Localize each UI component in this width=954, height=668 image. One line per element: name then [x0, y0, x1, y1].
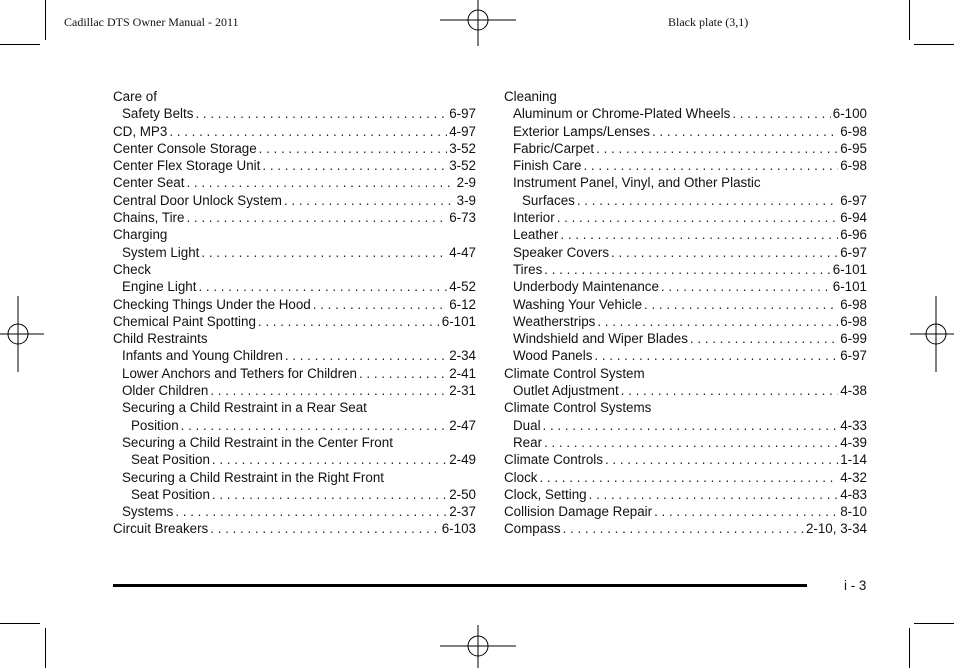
dot-leader [557, 209, 839, 226]
entry-text: CD, MP3 [113, 123, 168, 139]
index-entry [504, 520, 867, 537]
entry-text: Cleaning [504, 89, 557, 104]
index-entry [504, 365, 867, 382]
index-column-right [504, 88, 867, 538]
dot-leader [198, 278, 447, 295]
dot-leader [597, 313, 838, 330]
index-entry [504, 261, 867, 278]
entry-page: 2-47 [449, 417, 476, 433]
entry-page: 4-32 [840, 469, 867, 485]
entry-text: Fabric/Carpet [513, 140, 595, 156]
registration-mark-left [0, 296, 44, 372]
dot-leader [262, 157, 447, 174]
entry-text: Center Console Storage [113, 140, 257, 156]
entry-page: 2-50 [449, 486, 476, 502]
dot-leader [313, 296, 447, 313]
dot-leader [539, 469, 838, 486]
dot-leader [577, 192, 838, 209]
entry-text: Position [131, 417, 179, 433]
dot-leader [285, 347, 447, 364]
dot-leader [169, 123, 447, 140]
entry-text: Seat Position [131, 486, 210, 502]
index-entry [113, 451, 476, 468]
entry-text: Interior [513, 210, 555, 226]
plate-label: Black plate (3,1) [668, 15, 749, 29]
index-entry [504, 486, 867, 503]
entry-text: Underbody Maintenance [513, 279, 659, 295]
dot-leader [690, 330, 838, 347]
entry-text: Weatherstrips [513, 313, 596, 329]
entry-text: Outlet Adjustment [513, 383, 619, 399]
dot-leader [644, 296, 838, 313]
index-entry [504, 226, 867, 243]
entry-page: 4-83 [840, 486, 867, 502]
entry-page: 2-41 [449, 365, 476, 381]
dot-leader [259, 140, 448, 157]
entry-text: Clock [504, 469, 538, 485]
entry-text: Older Children [122, 383, 209, 399]
index-entry [113, 174, 476, 191]
entry-page: 6-96 [840, 227, 867, 243]
dot-leader [596, 140, 838, 157]
entry-text: Dual [513, 417, 541, 433]
dot-leader [258, 313, 440, 330]
registration-mark-top [440, 0, 516, 46]
entry-page: 4-47 [449, 244, 476, 260]
entry-text: Windshield and Wiper Blades [513, 331, 688, 347]
dot-leader [611, 244, 838, 261]
dot-leader [560, 226, 838, 243]
entry-page: 2-34 [449, 348, 476, 364]
dot-leader [583, 157, 838, 174]
entry-text: Securing a Child Restraint in a Rear Seat [122, 400, 367, 416]
entry-text: Engine Light [122, 279, 197, 295]
entry-text: Surfaces [522, 192, 575, 208]
dot-leader [186, 174, 454, 191]
index-entry [504, 140, 867, 157]
entry-text: Finish Care [513, 158, 582, 174]
entry-text: Securing a Child Restraint in the Center Front [122, 434, 393, 450]
dot-leader [195, 105, 447, 122]
entry-text: Exterior Lamps/Lenses [513, 123, 650, 139]
entry-page: 4-39 [840, 434, 867, 450]
entry-text: Center Seat [113, 175, 185, 191]
dot-leader [544, 261, 830, 278]
index-entry [113, 88, 476, 105]
entry-text: Check [113, 261, 151, 277]
entry-text: Rear [513, 434, 543, 450]
registration-mark-bottom [440, 625, 516, 668]
dot-leader [181, 417, 448, 434]
entry-page: 3-52 [449, 140, 476, 156]
entry-page: 2-9 [456, 175, 476, 191]
index-entry [113, 209, 476, 226]
dot-leader [652, 123, 838, 140]
index-entry [113, 105, 476, 122]
entry-page: 6-97 [840, 192, 867, 208]
entry-page: 6-101 [832, 261, 867, 277]
entry-page: 6-73 [449, 210, 476, 226]
index-entry [113, 330, 476, 347]
entry-page: 4-52 [449, 279, 476, 295]
dot-leader [212, 486, 447, 503]
dot-leader [605, 451, 838, 468]
entry-page: 6-99 [840, 331, 867, 347]
dot-leader [212, 451, 447, 468]
index-entry [504, 192, 867, 209]
index-entry [504, 330, 867, 347]
entry-page: 8-10 [840, 504, 867, 520]
dot-leader [210, 382, 447, 399]
dot-leader [201, 244, 447, 261]
entry-page: 6-97 [840, 244, 867, 260]
dot-leader [186, 209, 447, 226]
index-entry [113, 192, 476, 209]
index-entry [504, 434, 867, 451]
entry-text: Infants and Young Children [122, 348, 283, 364]
entry-page: 4-38 [840, 383, 867, 399]
dot-leader [563, 520, 804, 537]
entry-text: Circuit Breakers [113, 521, 209, 537]
entry-text: Checking Things Under the Hood [113, 296, 311, 312]
index-entry [113, 469, 476, 486]
index-entry [113, 123, 476, 140]
entry-page: 6-103 [441, 521, 476, 537]
dot-leader [210, 520, 440, 537]
dot-leader [621, 382, 838, 399]
entry-text: Securing a Child Restraint in the Right Front [122, 469, 384, 485]
entry-page: 6-98 [840, 296, 867, 312]
index-entry [504, 174, 867, 191]
index-entry [113, 313, 476, 330]
entry-text: Aluminum or Chrome-Plated Wheels [513, 106, 731, 122]
document-title: Cadillac DTS Owner Manual - 2011 [64, 15, 239, 29]
index-entry [113, 382, 476, 399]
index-entry [113, 503, 476, 520]
entry-text: Tires [513, 261, 543, 277]
entry-text: Safety Belts [122, 106, 194, 122]
index-entry [113, 486, 476, 503]
entry-page: 2-37 [449, 504, 476, 520]
dot-leader [594, 347, 838, 364]
registration-mark-right [910, 296, 954, 372]
index-entry [113, 365, 476, 382]
entry-text: Climate Control System [504, 365, 645, 381]
index-entry [113, 140, 476, 157]
entry-text: System Light [122, 244, 200, 260]
entry-text: Lower Anchors and Tethers for Children [122, 365, 357, 381]
dot-leader [543, 417, 839, 434]
index-entry [113, 434, 476, 451]
entry-text: Climate Control Systems [504, 400, 652, 416]
index-entry [113, 399, 476, 416]
entry-page: 6-97 [840, 348, 867, 364]
entry-text: Clock, Setting [504, 486, 587, 502]
entry-text: Instrument Panel, Vinyl, and Other Plastic [513, 175, 761, 191]
entry-page: 1-14 [840, 452, 867, 468]
entry-text: Child Restraints [113, 331, 208, 347]
entry-page: 3-52 [449, 158, 476, 174]
entry-page: 4-33 [840, 417, 867, 433]
entry-text: Seat Position [131, 452, 210, 468]
entry-text: Compass [504, 521, 561, 537]
entry-page: 6-98 [840, 158, 867, 174]
index-entry [504, 88, 867, 105]
index-entry [504, 417, 867, 434]
index-entry [504, 451, 867, 468]
index-entry [504, 123, 867, 140]
index-entry [504, 503, 867, 520]
dot-leader [732, 105, 830, 122]
page-number: i - 3 [844, 578, 867, 593]
entry-text: Climate Controls [504, 452, 603, 468]
index-entry [504, 244, 867, 261]
dot-leader [544, 434, 838, 451]
index-entry [113, 157, 476, 174]
index-entry [504, 399, 867, 416]
dot-leader [359, 365, 447, 382]
entry-page: 2-49 [449, 452, 476, 468]
index-entry [113, 417, 476, 434]
entry-text: Systems [122, 504, 174, 520]
entry-page: 4-97 [449, 123, 476, 139]
entry-text: Center Flex Storage Unit [113, 158, 261, 174]
index-entry [113, 278, 476, 295]
entry-text: Speaker Covers [513, 244, 610, 260]
dot-leader [654, 503, 838, 520]
entry-text: Washing Your Vehicle [513, 296, 643, 312]
index-entry [113, 347, 476, 364]
entry-page: 6-97 [449, 106, 476, 122]
index-entry [504, 278, 867, 295]
index-entry [504, 469, 867, 486]
index-entry [504, 313, 867, 330]
index-entry [113, 296, 476, 313]
entry-text: Chains, Tire [113, 210, 185, 226]
entry-page: 6-12 [449, 296, 476, 312]
entry-page: 6-98 [840, 123, 867, 139]
entry-page: 2-31 [449, 383, 476, 399]
entry-page: 2-10, 3-34 [805, 521, 867, 537]
entry-page: 6-101 [441, 313, 476, 329]
entry-text: Chemical Paint Spotting [113, 313, 256, 329]
entry-page: 6-94 [840, 210, 867, 226]
entry-text: Charging [113, 227, 168, 243]
entry-text: Care of [113, 89, 157, 104]
entry-page: 6-98 [840, 313, 867, 329]
index-entry [504, 296, 867, 313]
index-entry [504, 209, 867, 226]
index-entry [504, 157, 867, 174]
index-entry [504, 347, 867, 364]
index-entry [504, 105, 867, 122]
index-entry [113, 261, 476, 278]
index-entry [504, 382, 867, 399]
entry-text: Collision Damage Repair [504, 504, 653, 520]
index-entry [113, 226, 476, 243]
index-column-left [113, 88, 476, 538]
dot-leader [284, 192, 455, 209]
entry-page: 6-100 [832, 106, 867, 122]
entry-page: 6-95 [840, 140, 867, 156]
entry-page: 6-101 [832, 279, 867, 295]
dot-leader [589, 486, 839, 503]
entry-text: Wood Panels [513, 348, 593, 364]
entry-text: Leather [513, 227, 559, 243]
entry-page: 3-9 [456, 192, 476, 208]
entry-text: Central Door Unlock System [113, 192, 282, 208]
dot-leader [175, 503, 447, 520]
footer-rule [113, 584, 807, 587]
dot-leader [661, 278, 831, 295]
index-entry [113, 520, 476, 537]
index-entry [113, 244, 476, 261]
